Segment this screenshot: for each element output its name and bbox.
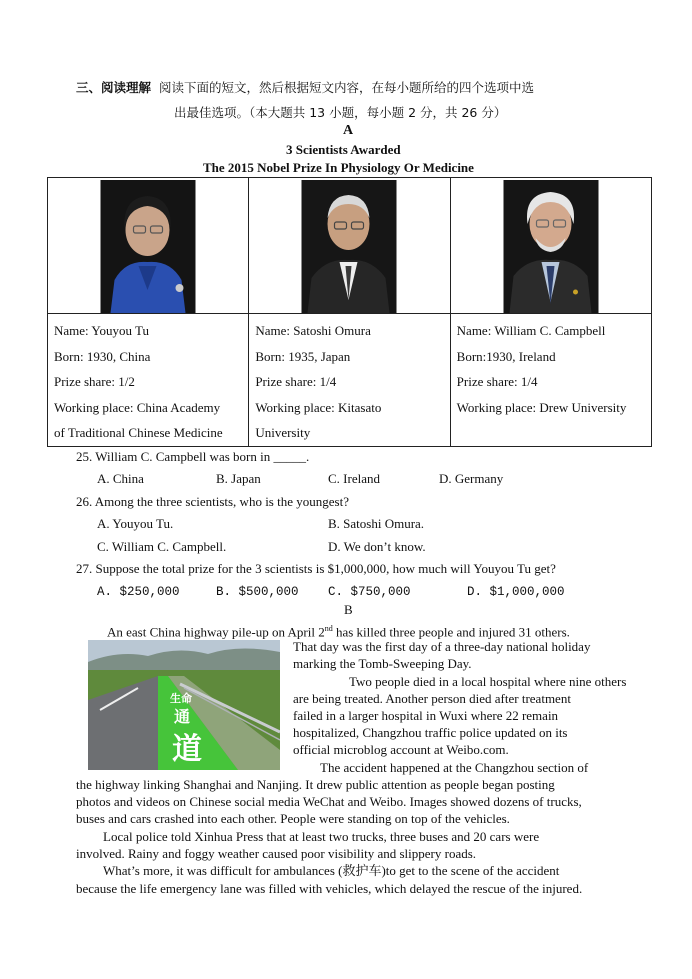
passage-b-line-10: the highway linking Shanghai and Nanjing. It drew public attention as people began posting	[76, 777, 555, 792]
passage-a-subtitle: The 2015 Nobel Prize In Physiology Or Medicine	[203, 160, 474, 175]
question-26-option-b[interactable]: B. Satoshi Omura.	[328, 516, 425, 531]
question-26-stem: 26. Among the three scientists, who is the youngest?	[76, 494, 349, 509]
question-27-option-c[interactable]: C. $750,000	[328, 585, 411, 599]
section-heading-text: 阅读下面的短文，然后根据短文内容，在每小题所给的四个选项中选	[158, 80, 534, 95]
scientist-work-cont	[457, 420, 645, 446]
question-27-option-d[interactable]: D. $1,000,000	[467, 585, 565, 599]
photo-cell-omura	[249, 178, 450, 314]
passage-b-line-3: marking the Tomb-Sweeping Day.	[293, 656, 472, 671]
scientist-born: Born: 1930, China	[54, 348, 151, 364]
passage-b-line-13: Local police told Xinhua Press that at least two trucks, three buses and 20 cars were	[103, 829, 540, 844]
passage-b-letter: B	[344, 602, 353, 617]
section-heading	[76, 78, 534, 96]
passage-b-line-7: hospitalized, Changzhou traffic police updated on its	[293, 725, 568, 740]
scientist-work: Working place: Kitasato	[255, 399, 382, 415]
portrait-satoshi-omura	[302, 180, 397, 313]
info-cell-omura	[249, 314, 450, 447]
question-26-option-d[interactable]: D. We don’t know.	[328, 539, 426, 554]
passage-a-letter: A	[343, 123, 354, 138]
portrait-youyou-tu	[101, 180, 196, 313]
portrait-william-campbell	[503, 180, 598, 313]
scientist-share: Prize share: 1/2	[54, 374, 135, 389]
passage-b-line-4: Two people died in a local hospital where nine others	[349, 674, 627, 689]
question-26-option-c[interactable]: C. William C. Campbell.	[97, 539, 227, 554]
date-suffix: nd	[324, 624, 333, 633]
passage-b-line-2: That day was the first day of a three-day national holiday	[293, 639, 591, 654]
question-27-option-a[interactable]: A. $250,000	[97, 585, 180, 599]
photo-cell-tu	[48, 178, 249, 314]
scientist-share: Prize share: 1/4	[456, 374, 538, 389]
lane-sign-text-3: 道	[172, 732, 202, 767]
scientist-born: Born:1930, Ireland	[456, 348, 556, 364]
question-25-option-d[interactable]: D. Germany	[439, 471, 504, 486]
photo-cell-campbell	[450, 178, 651, 314]
question-25-option-b[interactable]: B. Japan	[216, 471, 261, 486]
passage-b-line-8: official microblog account at Weibo.com.	[293, 742, 509, 757]
scientist-share: Prize share: 1/4	[255, 374, 337, 389]
section-heading-line2: 出最佳选项。（本大题共 13 小题，每小题 2 分，共 26 分）	[174, 105, 507, 120]
question-27-option-b[interactable]: B. $500,000	[216, 585, 299, 599]
passage-b-line-15: What’s more, it was difficult for ambulances (救护车)to get to the scene of the accident	[103, 863, 560, 878]
passage-b-line-5: are being treated. Another person died after treatment	[293, 691, 571, 706]
lane-sign-text-1: 生命	[170, 692, 192, 705]
scientist-name: Name: Satoshi Omura	[255, 323, 371, 338]
passage-b-line-11: photos and videos on Chinese social media WeChat and Weibo. Images showed dozens of trucks,	[76, 794, 582, 809]
highway-emergency-lane-image	[88, 640, 280, 770]
passage-b-line-16: because the life emergency lane was filled with vehicles, which delayed the rescue of the injured.	[76, 881, 583, 896]
passage-b-line-14: involved. Rainy and foggy weather caused poor visibility and slippery roads.	[76, 846, 477, 861]
info-cell-tu	[48, 314, 249, 447]
scientist-born: Born: 1935, Japan	[255, 348, 351, 364]
passage-b-line-1-start: An east China highway pile-up on April 2	[107, 624, 325, 640]
scientist-name: Name: Youyou Tu	[54, 323, 150, 338]
scientist-work-cont: of Traditional Chinese Medicine	[54, 425, 223, 440]
passage-b-line-6: failed in a larger hospital in Wuxi where 22 remain	[293, 708, 559, 723]
scientist-work: Working place: China Academy	[54, 399, 221, 415]
question-27-stem: 27. Suppose the total prize for the 3 scientists is $1,000,000, how much will Youyou Tu get?	[76, 561, 556, 576]
passage-b-line-9: The accident happened at the Changzhou section of	[320, 760, 589, 775]
section-heading-bold: 三、阅读理解	[76, 80, 152, 95]
question-25-stem: 25. William C. Campbell was born in _____.	[76, 449, 310, 464]
scientists-table	[47, 177, 652, 447]
scientist-name: Name: William C. Campbell	[456, 323, 606, 338]
info-cell-campbell	[450, 314, 651, 447]
scientist-work-cont: University	[255, 425, 311, 440]
lane-sign-text-2: 通	[174, 707, 191, 726]
question-25-option-c[interactable]: C. Ireland	[328, 471, 380, 486]
passage-b-line-12: buses and cars crashed into each other. People were standing on top of the vehicles.	[76, 811, 510, 826]
question-25-option-a[interactable]: A. China	[97, 471, 144, 486]
question-26-option-a[interactable]: A. Youyou Tu.	[97, 516, 174, 531]
passage-a-title: 3 Scientists Awarded	[286, 142, 401, 157]
scientist-work: Working place: Drew University	[456, 399, 627, 415]
passage-b-line-1-end: has killed three people and injured 31 others.	[332, 624, 570, 640]
